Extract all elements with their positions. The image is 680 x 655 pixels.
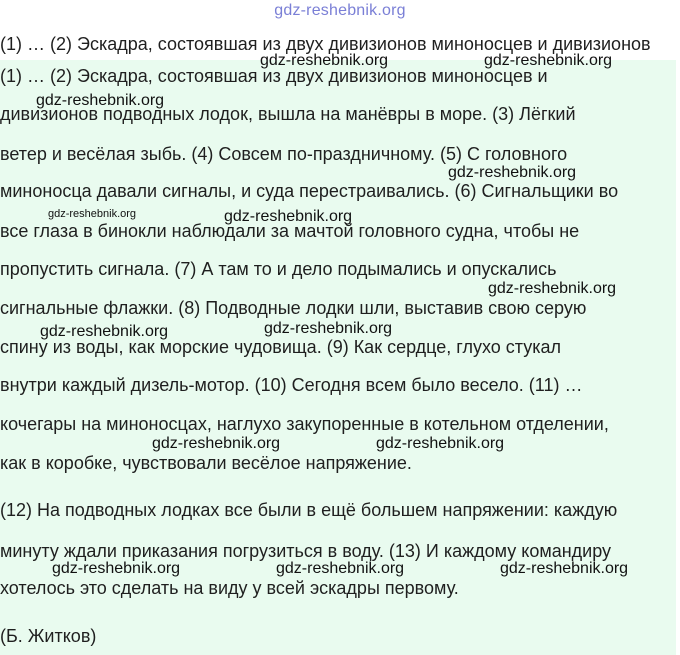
watermark: gdz-reshebnik.org xyxy=(260,52,389,69)
watermark: gdz-reshebnik.org xyxy=(500,560,629,577)
watermark: gdz-reshebnik.org xyxy=(376,435,505,452)
text-line: внутри каждый дизель-мотор. (10) Сегодня всем было весело. (11) … xyxy=(0,375,583,395)
watermark: gdz-reshebnik.org xyxy=(152,435,281,452)
text-line: минуту ждали приказания погрузиться в воду. (13) И каждому командиру xyxy=(0,541,612,561)
text-line: все глаза в бинокли наблюдали за мачтой головного судна, чтобы не xyxy=(0,221,580,241)
watermark: gdz-reshebnik.org xyxy=(264,320,393,337)
text-line: спину из воды, как морские чудовища. (9) Как сердце, глухо стукал xyxy=(0,337,562,357)
text-line: (1) … (2) Эскадра, состоявшая из двух дивизионов миноносцев и дивизионов xyxy=(0,34,651,54)
watermark: gdz-reshebnik.org xyxy=(224,208,353,225)
text-line: (Б. Житков) xyxy=(0,626,97,646)
text-line: ветер и весёлая зыбь. (4) Совсем по-праздничному. (5) С головного xyxy=(0,144,568,164)
watermark: gdz-reshebnik.org xyxy=(40,323,169,340)
text-line: как в коробке, чувствовали весёлое напряжение. xyxy=(0,453,412,473)
text-line: хотелось это сделать на виду у всей эскадры первому. xyxy=(0,578,459,598)
watermark: gdz-reshebnik.org xyxy=(52,560,181,577)
text-line: (12) На подводных лодках все были в ещё большем напряжении: каждую xyxy=(0,500,618,520)
watermark: gdz-reshebnik.org xyxy=(36,92,165,109)
watermark: gdz-reshebnik.org xyxy=(488,280,617,297)
text-line: пропустить сигнала. (7) А там то и дело подымались и опускались xyxy=(0,259,557,279)
text-line: (1) … (2) Эскадра, состоявшая из двух дивизионов миноносцев и xyxy=(0,66,548,86)
text-line: кочегары на миноносцах, наглухо закупоренные в котельном отделении, xyxy=(0,414,609,434)
watermark: gdz-reshebnik.org xyxy=(48,208,137,220)
watermark: gdz-reshebnik.org xyxy=(276,560,405,577)
text-line: дивизионов подводных лодок, вышла на манёвры в море. (3) Лёгкий xyxy=(0,104,576,124)
text-line: сигнальные флажки. (8) Подводные лодки шли, выставив свою серую xyxy=(0,298,587,318)
watermark: gdz-reshebnik.org xyxy=(448,164,577,181)
site-header[interactable]: gdz-reshebnik.org xyxy=(274,2,406,19)
watermark: gdz-reshebnik.org xyxy=(484,52,613,69)
text-line: миноносца давали сигналы, и суда перестраивались. (6) Сигнальщики во xyxy=(0,181,619,201)
